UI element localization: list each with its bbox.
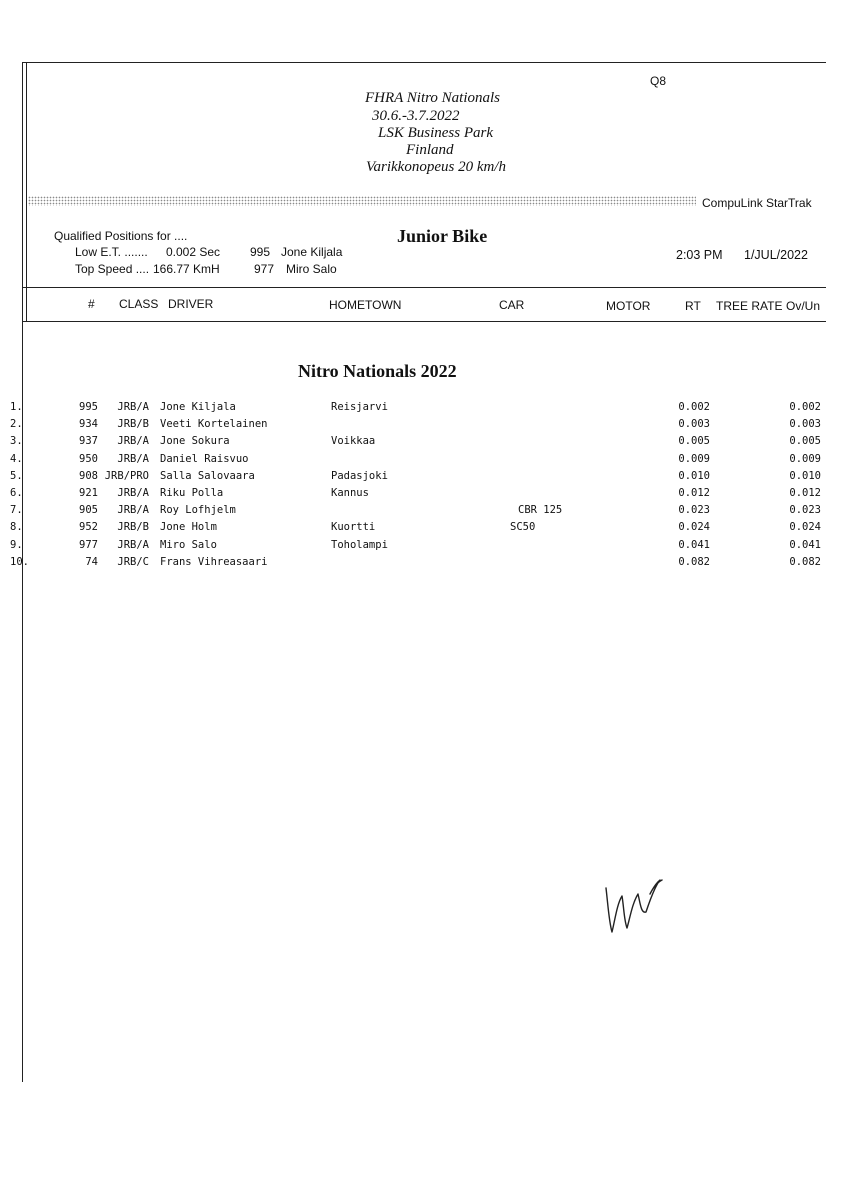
row-rt: 0.024 bbox=[678, 521, 710, 534]
row-driver: Frans Vihreasaari bbox=[160, 555, 268, 568]
row-position: 3. bbox=[10, 435, 23, 448]
col-rt: RT bbox=[685, 299, 701, 313]
row-hometown: Kuortti bbox=[331, 521, 376, 534]
row-class: JRB/A bbox=[117, 504, 149, 517]
col-hometown: HOMETOWN bbox=[329, 298, 402, 312]
row-class: JRB/B bbox=[117, 521, 149, 534]
row-ov-un: 0.009 bbox=[789, 452, 821, 465]
top-speed-num: 977 bbox=[254, 262, 275, 276]
row-position: 9. bbox=[10, 538, 23, 551]
header-rule-top bbox=[22, 287, 826, 288]
row-rt: 0.005 bbox=[678, 435, 710, 448]
table-row bbox=[0, 417, 848, 434]
row-position: 8. bbox=[10, 521, 23, 534]
row-rt: 0.003 bbox=[678, 418, 710, 431]
row-ov-un: 0.010 bbox=[789, 469, 821, 482]
event-title: FHRA Nitro Nationals bbox=[365, 90, 501, 106]
top-speed-driver: Miro Salo bbox=[286, 262, 337, 276]
row-driver: Miro Salo bbox=[160, 538, 217, 551]
row-position: 4. bbox=[10, 452, 23, 465]
low-et-num: 995 bbox=[250, 245, 271, 259]
row-car-number: 937 bbox=[79, 435, 98, 448]
row-ov-un: 0.023 bbox=[789, 504, 821, 517]
row-class: JRB/A bbox=[117, 435, 149, 448]
row-rt: 0.082 bbox=[678, 555, 710, 568]
event-code: Q8 bbox=[650, 74, 667, 88]
row-hometown: Toholampi bbox=[331, 538, 388, 551]
row-hometown: Voikkaa bbox=[331, 435, 376, 448]
row-position: 10. bbox=[10, 555, 29, 568]
row-driver: Daniel Raisvuo bbox=[160, 452, 249, 465]
category-title: Junior Bike bbox=[397, 226, 488, 246]
row-car-number: 952 bbox=[79, 521, 98, 534]
row-car-number: 934 bbox=[79, 418, 98, 431]
row-car-number: 908 bbox=[79, 469, 98, 482]
row-rt: 0.041 bbox=[678, 538, 710, 551]
event-pit-speed: Varikkonopeus 20 km/h bbox=[366, 159, 506, 175]
top-speed-label: Top Speed .... bbox=[75, 262, 150, 276]
row-position: 5. bbox=[10, 469, 23, 482]
table-row bbox=[0, 469, 848, 486]
report-time: 2:03 PM bbox=[676, 248, 723, 262]
row-car-number: 977 bbox=[79, 538, 98, 551]
low-et-label: Low E.T. ....... bbox=[75, 245, 148, 259]
row-position: 1. bbox=[10, 401, 23, 413]
row-car-number: 905 bbox=[79, 504, 98, 517]
qualified-label: Qualified Positions for .... bbox=[54, 229, 188, 243]
table-row bbox=[0, 452, 848, 469]
row-class: JRB/A bbox=[117, 538, 149, 551]
col-tree-rate: TREE RATE bbox=[716, 299, 783, 313]
row-ov-un: 0.041 bbox=[789, 538, 821, 551]
row-ov-un: 0.003 bbox=[789, 418, 821, 431]
col-car: CAR bbox=[499, 298, 525, 312]
row-car-number: 74 bbox=[85, 555, 98, 568]
row-hometown: Padasjoki bbox=[331, 469, 388, 482]
table-row bbox=[0, 434, 848, 451]
row-car: SC50 bbox=[510, 521, 536, 534]
row-rt: 0.002 bbox=[678, 401, 710, 413]
table-row bbox=[0, 503, 848, 520]
row-class: JRB/C bbox=[117, 555, 149, 568]
row-car-number: 995 bbox=[79, 401, 98, 413]
row-ov-un: 0.005 bbox=[789, 435, 821, 448]
event-country: Finland bbox=[406, 142, 454, 158]
left-border bbox=[22, 62, 23, 1082]
row-driver: Roy Lofhjelm bbox=[160, 504, 236, 517]
row-car-number: 921 bbox=[79, 487, 98, 499]
low-et-value: 0.002 Sec bbox=[166, 245, 221, 259]
row-position: 6. bbox=[10, 487, 23, 499]
row-driver: Jone Holm bbox=[160, 521, 217, 534]
row-class: JRB/PRO bbox=[104, 469, 149, 482]
table-row bbox=[0, 538, 848, 555]
row-driver: Riku Polla bbox=[160, 487, 224, 499]
table-row bbox=[0, 520, 848, 537]
row-rt: 0.023 bbox=[678, 504, 710, 517]
row-ov-un: 0.002 bbox=[789, 401, 821, 413]
row-ov-un: 0.024 bbox=[789, 521, 821, 534]
event-venue: LSK Business Park bbox=[378, 125, 494, 141]
row-position: 7. bbox=[10, 504, 23, 517]
row-driver: Jone Kiljala bbox=[160, 401, 236, 413]
left-border-inner bbox=[26, 62, 27, 322]
row-driver: Veeti Kortelainen bbox=[160, 418, 268, 431]
col-ov-un: Ov/Un bbox=[786, 299, 821, 313]
low-et-driver: Jone Kiljala bbox=[281, 245, 343, 259]
row-rt: 0.010 bbox=[678, 469, 710, 482]
dotted-separator bbox=[28, 196, 696, 206]
header-rule-bottom bbox=[22, 321, 826, 322]
section-title: Nitro Nationals 2022 bbox=[298, 361, 457, 381]
row-driver: Salla Salovaara bbox=[160, 469, 255, 482]
col-motor: MOTOR bbox=[606, 299, 651, 313]
col-num: # bbox=[88, 297, 95, 311]
row-position: 2. bbox=[10, 418, 23, 431]
event-dates: 30.6.-3.7.2022 bbox=[372, 108, 460, 124]
row-class: JRB/A bbox=[117, 452, 149, 465]
report-date: 1/JUL/2022 bbox=[744, 248, 808, 262]
col-driver: DRIVER bbox=[168, 297, 214, 311]
row-rt: 0.012 bbox=[678, 487, 710, 499]
row-ov-un: 0.082 bbox=[789, 555, 821, 568]
row-hometown: Kannus bbox=[331, 487, 369, 499]
row-rt: 0.009 bbox=[678, 452, 710, 465]
row-ov-un: 0.012 bbox=[789, 487, 821, 499]
table-row bbox=[0, 555, 848, 572]
col-class: CLASS bbox=[119, 297, 159, 311]
row-class: JRB/B bbox=[117, 418, 149, 431]
table-row bbox=[0, 486, 848, 503]
row-class: JRB/A bbox=[117, 401, 149, 413]
system-label: CompuLink StarTrak bbox=[702, 196, 812, 210]
top-speed-value: 166.77 KmH bbox=[153, 262, 220, 276]
row-class: JRB/A bbox=[117, 487, 149, 499]
row-hometown: Reisjarvi bbox=[331, 401, 388, 413]
row-car: CBR 125 bbox=[518, 504, 563, 517]
row-driver: Jone Sokura bbox=[160, 435, 230, 448]
row-car-number: 950 bbox=[79, 452, 98, 465]
top-border bbox=[22, 62, 826, 63]
table-row bbox=[0, 400, 848, 417]
signature bbox=[600, 870, 670, 940]
